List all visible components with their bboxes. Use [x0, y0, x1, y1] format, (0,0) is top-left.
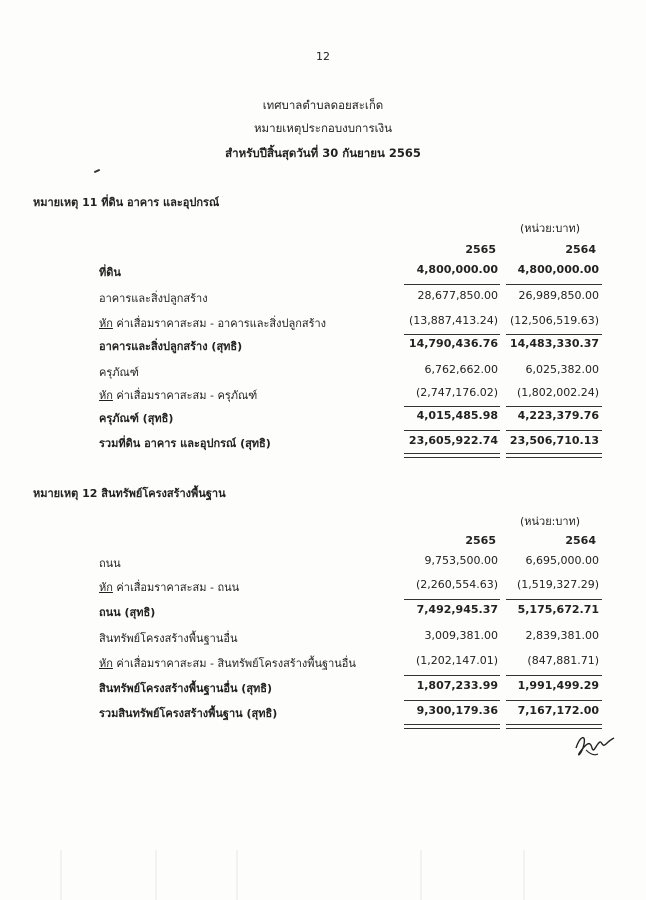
- subtotal-rule: [404, 675, 500, 676]
- table-row: [0, 679, 646, 699]
- scan-artifact: [236, 850, 238, 900]
- value-current-year: (13,887,413.24): [408, 314, 498, 327]
- row-label: [99, 263, 121, 281]
- row-label-text: ถนน: [99, 557, 121, 570]
- period-title: สำหรับปีสิ้นสุดวันที่ 30 กันยายน 2565: [225, 146, 421, 160]
- subtotal-rule: [404, 700, 500, 701]
- subtotal-rule: [506, 675, 602, 676]
- value-prior-year: (12,506,519.63): [509, 314, 599, 327]
- row-label-text: อาคารและสิ่งปลูกสร้าง (สุทธิ): [99, 340, 243, 353]
- signature-mark: [572, 730, 616, 762]
- value-current-year: 6,762,662.00: [424, 363, 498, 376]
- table-row: [0, 337, 646, 357]
- row-label: [99, 603, 155, 621]
- subtotal-rule: [404, 430, 500, 431]
- value-current-year: 4,015,485.98: [416, 409, 498, 422]
- table-row: [0, 409, 646, 429]
- row-label-text: ครุภัณฑ์ (สุทธิ): [99, 412, 174, 425]
- value-current-year: 9,300,179.36: [416, 704, 498, 717]
- value-prior-year: 6,695,000.00: [525, 554, 599, 567]
- double-underline: [404, 724, 500, 729]
- note-12-year-prior: 2564: [565, 534, 596, 547]
- scan-artifact: [155, 850, 157, 900]
- note-12-unit: (หน่วย:บาท): [520, 515, 581, 528]
- value-prior-year: 4,800,000.00: [517, 263, 599, 276]
- value-prior-year: 23,506,710.13: [509, 434, 599, 447]
- table-row: [0, 578, 646, 598]
- table-row: [0, 629, 646, 649]
- value-prior-year: 5,175,672.71: [517, 603, 599, 616]
- less-prefix: หัก: [99, 657, 113, 670]
- value-prior-year: 6,025,382.00: [525, 363, 599, 376]
- row-label: [99, 289, 208, 307]
- statement-title: หมายเหตุประกอบงบการเงิน: [253, 121, 393, 135]
- value-current-year: 3,009,381.00: [424, 629, 498, 642]
- less-prefix: หัก: [99, 581, 113, 594]
- table-row: [0, 314, 646, 334]
- value-current-year: 1,807,233.99: [416, 679, 498, 692]
- row-label: [99, 386, 257, 404]
- subtotal-rule: [404, 334, 500, 335]
- subtotal-rule: [404, 284, 500, 285]
- value-prior-year: 4,223,379.76: [517, 409, 599, 422]
- scan-artifact: [60, 850, 62, 900]
- less-prefix: หัก: [99, 317, 113, 330]
- note-12-year-current: 2565: [465, 534, 496, 547]
- subtotal-rule: [506, 599, 602, 600]
- value-prior-year: (847,881.71): [527, 654, 599, 667]
- row-label-text: สินทรัพย์โครงสร้างพื้นฐานอื่น (สุทธิ): [99, 682, 273, 695]
- row-label: [99, 434, 271, 452]
- scan-artifact: [420, 850, 422, 900]
- table-row: [0, 603, 646, 623]
- value-current-year: 28,677,850.00: [417, 289, 498, 302]
- value-current-year: 23,605,922.74: [408, 434, 498, 447]
- row-label-text: ที่ดิน: [99, 266, 121, 279]
- value-current-year: 4,800,000.00: [416, 263, 498, 276]
- note-12-title: หมายเหตุ 12 สินทรัพย์โครงสร้างพื้นฐาน: [33, 487, 226, 500]
- value-prior-year: 7,167,172.00: [517, 704, 599, 717]
- value-prior-year: (1,802,002.24): [516, 386, 599, 399]
- value-prior-year: 1,991,499.29: [517, 679, 599, 692]
- value-prior-year: 14,483,330.37: [509, 337, 599, 350]
- row-label-text: ค่าเสื่อมราคาสะสม - สินทรัพย์โครงสร้างพื้นฐานอื่น: [112, 657, 356, 670]
- less-prefix: หัก: [99, 389, 113, 402]
- value-current-year: (2,260,554.63): [415, 578, 498, 591]
- row-label-text: ค่าเสื่อมราคาสะสม - ถนน: [112, 581, 240, 594]
- row-label-text: ครุภัณฑ์: [99, 366, 139, 379]
- row-label-text: อาคารและสิ่งปลูกสร้าง: [99, 292, 208, 305]
- subtotal-rule: [404, 406, 500, 407]
- value-current-year: 7,492,945.37: [416, 603, 498, 616]
- row-label: [99, 337, 242, 355]
- row-label: [99, 363, 139, 381]
- value-current-year: (2,747,176.02): [415, 386, 498, 399]
- row-label: [99, 679, 272, 697]
- value-prior-year: (1,519,327.29): [516, 578, 599, 591]
- double-underline: [404, 453, 500, 458]
- value-current-year: 14,790,436.76: [408, 337, 498, 350]
- table-row: [0, 386, 646, 406]
- row-label: [99, 578, 239, 596]
- table-row: [0, 263, 646, 283]
- double-underline: [506, 724, 602, 729]
- row-label: [99, 629, 237, 647]
- value-current-year: (1,202,147.01): [415, 654, 498, 667]
- table-row: [0, 704, 646, 724]
- row-label: [99, 654, 356, 672]
- table-row: [0, 654, 646, 674]
- table-row: [0, 363, 646, 383]
- note-11-year-prior: 2564: [565, 243, 596, 256]
- row-label: [99, 704, 277, 722]
- scan-artifact: [523, 850, 525, 900]
- row-label: [99, 554, 121, 572]
- subtotal-rule: [506, 700, 602, 701]
- org-title: เทศบาลตำบลดอยสะเก็ด: [262, 98, 384, 112]
- value-current-year: 9,753,500.00: [424, 554, 498, 567]
- row-label-text: สินทรัพย์โครงสร้างพื้นฐานอื่น: [99, 632, 238, 645]
- subtotal-rule: [404, 599, 500, 600]
- subtotal-rule: [506, 406, 602, 407]
- table-row: [0, 554, 646, 574]
- stray-mark: [94, 169, 100, 173]
- row-label-text: ถนน (สุทธิ): [99, 606, 156, 619]
- value-prior-year: 26,989,850.00: [518, 289, 599, 302]
- row-label-text: ค่าเสื่อมราคาสะสม - ครุภัณฑ์: [112, 389, 258, 402]
- row-label: [99, 409, 173, 427]
- table-row: [0, 434, 646, 454]
- value-prior-year: 2,839,381.00: [525, 629, 599, 642]
- subtotal-rule: [506, 430, 602, 431]
- double-underline: [506, 453, 602, 458]
- row-label-text: รวมที่ดิน อาคาร และอุปกรณ์ (สุทธิ): [99, 437, 271, 450]
- table-row: [0, 289, 646, 309]
- note-11-year-current: 2565: [465, 243, 496, 256]
- subtotal-rule: [506, 334, 602, 335]
- row-label: [99, 314, 326, 332]
- row-label-text: ค่าเสื่อมราคาสะสม - อาคารและสิ่งปลูกสร้าง: [112, 317, 327, 330]
- note-11-title: หมายเหตุ 11 ที่ดิน อาคาร และอุปกรณ์: [33, 196, 220, 209]
- note-11-unit: (หน่วย:บาท): [520, 222, 581, 235]
- row-label-text: รวมสินทรัพย์โครงสร้างพื้นฐาน (สุทธิ): [99, 707, 278, 720]
- page-number: 12: [316, 50, 330, 63]
- subtotal-rule: [506, 284, 602, 285]
